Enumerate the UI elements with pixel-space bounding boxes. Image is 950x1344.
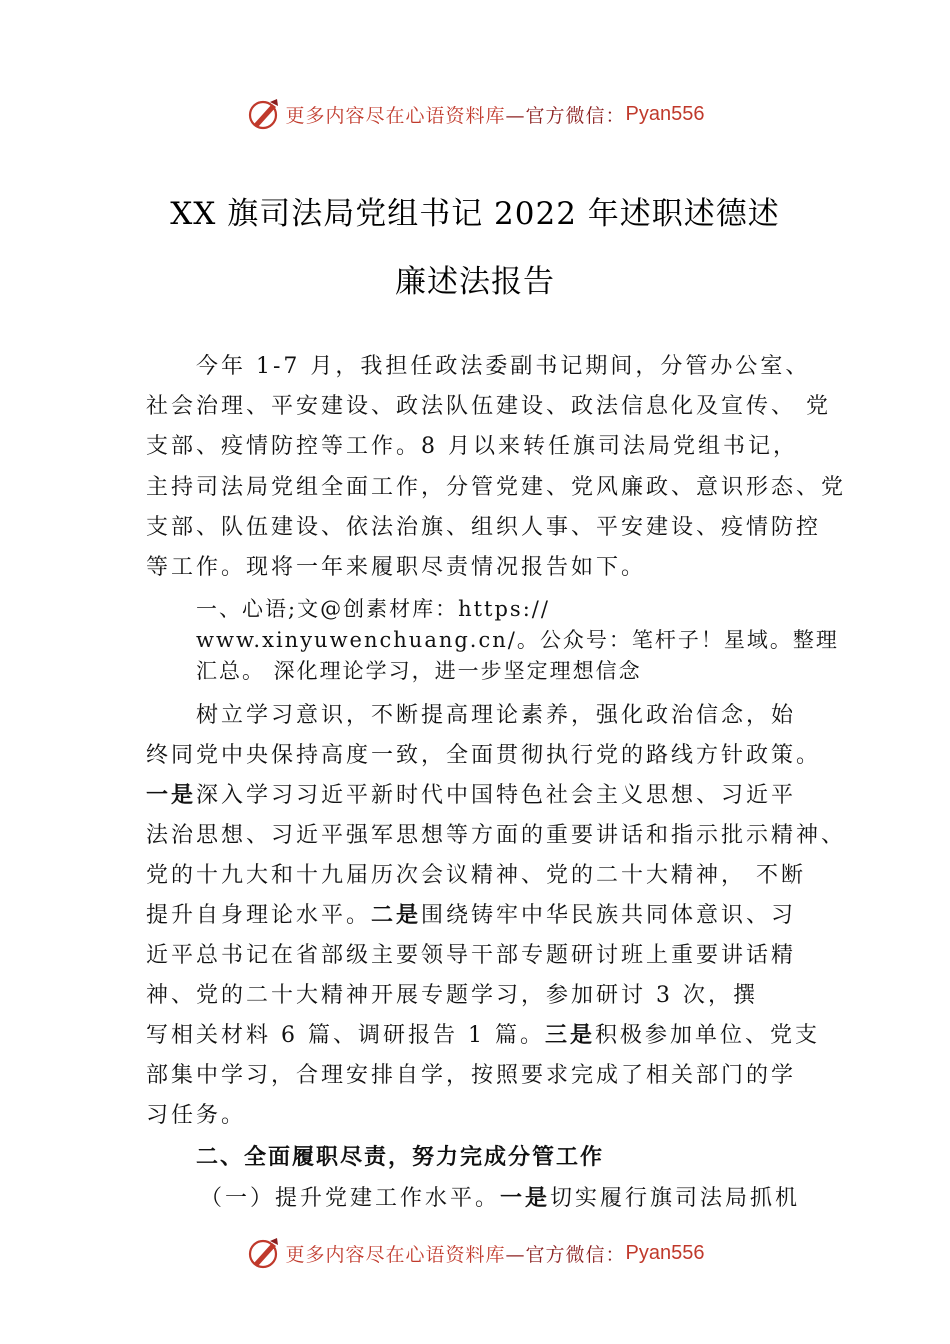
body-line: 终同党中央保持高度一致，全面贯彻执行党的路线方针政策。 (146, 743, 822, 768)
body-line: www.xinyuwenchuang.cn/。公众号：笔杆子！星域。整理 (196, 628, 839, 652)
body-line: 习任务。 (146, 1103, 247, 1128)
banner-wechat-label: —官方微信： (505, 104, 626, 127)
body-line: 支部、疫情防控等工作。8 月以来转任旗司法局党组书记， (146, 434, 798, 459)
body-line: 社会治理、平安建设、政法队伍建设、政法信息化及宣传、 党 (146, 394, 831, 419)
body-line: 等工作。现将一年来履职尽责情况报告如下。 (146, 555, 647, 580)
section-heading-2: 二、全面履职尽责，努力完成分管工作 (196, 1145, 605, 1170)
body-line: 写相关材料 6 篇、调研报告 1 篇。三是积极参加单位、党支 (146, 1022, 820, 1048)
pen-logo-icon (246, 1235, 282, 1271)
pen-logo-icon (246, 96, 282, 132)
body-line: 近平总书记在省部级主要领导干部专题研讨班上重要讲话精 (146, 943, 797, 968)
banner-wechat-label: —官方微信： (505, 1243, 626, 1266)
body-line: 支部、队伍建设、依法治旗、组织人事、平安建设、疫情防控 (146, 515, 822, 540)
footer-watermark-banner (0, 1233, 950, 1273)
document-title-line-2: 廉述法报告 (395, 264, 555, 300)
body-line: 一、心语;文@创素材库：https:// (196, 597, 550, 621)
section-heading-1: 汇总。 深化理论学习，进一步坚定理想信念 (196, 659, 642, 683)
banner-text: 更多内容尽在心语资料库 (285, 1243, 506, 1266)
banner-wechat-id: Pyan556 (625, 1241, 705, 1264)
body-line: 党的十九大和十九届历次会议精神、党的二十大精神， 不断 (146, 863, 806, 888)
banner-wechat-id: Pyan556 (625, 102, 705, 125)
body-line: 树立学习意识，不断提高理论素养，强化政治信念，始 (196, 703, 797, 728)
body-line: 法治思想、习近平强军思想等方面的重要讲话和指示批示精神、 (146, 823, 847, 848)
body-line: 部集中学习，合理安排自学，按照要求完成了相关部门的学 (146, 1063, 797, 1088)
body-line: 一是深入学习习近平新时代中国特色社会主义思想、习近平 (146, 782, 797, 808)
banner-text: 更多内容尽在心语资料库 (285, 104, 506, 127)
body-line: 提升自身理论水平。二是围绕铸牢中华民族共同体意识、习 (146, 902, 797, 928)
body-line: 主持司法局党组全面工作，分管党建、党风廉政、意识形态、党 (146, 475, 847, 500)
body-line: 今年 1-7 月，我担任政法委副书记期间，分管办公室、 (196, 354, 811, 379)
body-line: 神、党的二十大精神开展专题学习，参加研讨 3 次，撰 (146, 983, 758, 1008)
body-line: （一）提升党建工作水平。一是切实履行旗司法局抓机 (200, 1185, 801, 1211)
document-title-line-1: XX 旗司法局党组书记 2022 年述职述德述 (170, 196, 780, 232)
header-watermark-banner (0, 94, 950, 134)
